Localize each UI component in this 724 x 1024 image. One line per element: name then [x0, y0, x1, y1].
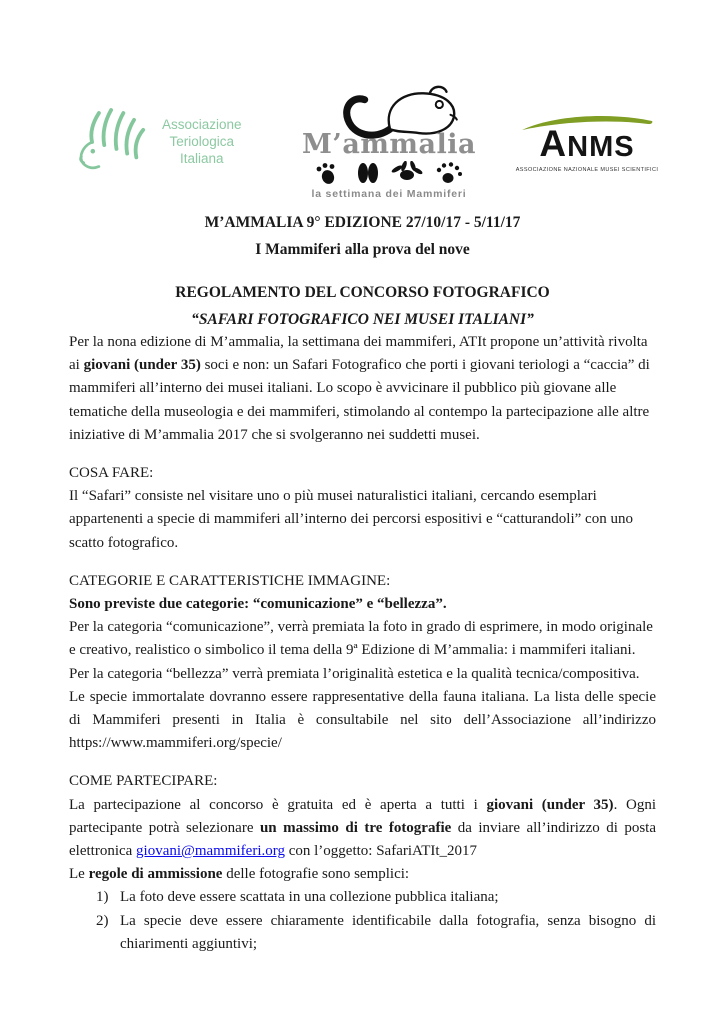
- text-segment: . Ogni partecipante potrà selezionare: [69, 796, 657, 836]
- section-heading: [69, 462, 656, 485]
- safari-title: “SAFARI FOTOGRAFICO NEI MUSEI ITALIANI”: [191, 311, 534, 328]
- text-segment: La partecipazione al concorso è gratuita ed è aperta a tutti i: [69, 796, 487, 813]
- regolamento-title: REGOLAMENTO DEL CONCORSO FOTOGRAFICO: [175, 284, 550, 301]
- header-logos: [76, 84, 662, 199]
- email-link[interactable]: giovani@mammiferi.org: [136, 843, 285, 860]
- text-segment: Per la nona edizione di M’ammalia, la settimana dei mammiferi, ATIt propone un’attività rivolta ai: [69, 334, 648, 374]
- text-segment: regole di ammissione: [88, 866, 223, 883]
- text-segment: soci e non: un Safari Fotografico che porti i giovani teriologi a “caccia” di mammiferi all’interno dei musei italiani. Lo scopo è avvicinare il pubblico più giovane alle tematiche della museologia e dei mammiferi, stimolando al contempo la partecipazione alle altre iniziative di M’ammalia 2017 che si svolgeranno nei suddetti musei.: [69, 357, 650, 443]
- logo-anms: [512, 111, 662, 173]
- paragraph: [69, 686, 656, 756]
- edition-title: M’AMMALIA 9° EDIZIONE 27/10/17 - 5/11/17: [204, 214, 521, 231]
- list-item-text: [120, 886, 656, 909]
- logo-mammalia: [294, 83, 484, 200]
- footprints-icon: [294, 161, 484, 187]
- paragraph: [69, 593, 656, 616]
- ati-text-line: Associazione: [162, 117, 242, 132]
- text-segment: La foto deve essere scattata in una collezione pubblica italiana;: [120, 889, 499, 906]
- text-segment: giovani (under 35): [83, 357, 201, 374]
- mammalia-logo-title: M’ammalia: [302, 129, 476, 160]
- ati-text-line: Teriologica: [169, 134, 235, 149]
- text-segment: Sono previste due categorie: “comunicazione” e “bellezza”.: [69, 596, 447, 613]
- text-segment: un massimo di tre fotografie: [259, 819, 452, 836]
- text-segment: CATEGORIE E CARATTERISTICHE IMMAGINE:: [69, 572, 391, 589]
- text-segment: Per la categoria “bellezza” verrà premiata l’originalità estetica e la qualità tecnica/compositiva.: [69, 665, 640, 682]
- text-segment: Le specie immortalate dovranno essere rappresentative della fauna italiana. La lista delle specie di Mammiferi presenti in Italia è consultabile nel sito dell’Associazione all’indirizzo: [69, 688, 656, 729]
- paragraph: [69, 663, 656, 686]
- anms-letter-a: A: [539, 122, 568, 164]
- text-segment: delle fotografie sono semplici:: [222, 866, 410, 883]
- text-segment: giovani (under 35): [486, 796, 614, 813]
- text-segment: La specie deve essere chiaramente identificabile dalla fotografia, senza bisogno di chiarimenti aggiuntivi;: [120, 912, 656, 952]
- edition-subtitle: I Mammiferi alla prova del nove: [255, 241, 470, 258]
- paragraph: [69, 616, 656, 662]
- text-segment: Le: [69, 866, 89, 883]
- text-segment: Il “Safari” consiste nel visitare uno o più musei naturalistici italiani, cercando esemplari appartenenti a specie di mammiferi all’interno dei percorsi espositivi e “catturandoli” con uno scatto fotografico.: [69, 488, 633, 551]
- hedgehog-icon: [76, 91, 160, 192]
- section-heading: [69, 770, 656, 793]
- paragraph: [69, 794, 656, 864]
- anms-logo-acronym: [512, 122, 662, 169]
- text-segment: https://www.mammiferi.org/specie/: [69, 735, 282, 752]
- text-segment: COME PARTECIPARE:: [69, 773, 218, 790]
- list-item-number: 1): [96, 889, 109, 906]
- paragraph: [69, 331, 656, 447]
- list-item: [69, 886, 656, 909]
- ati-logo-text: [162, 116, 242, 167]
- anms-logo-caption: ASSOCIAZIONE NAZIONALE MUSEI SCIENTIFICI: [515, 166, 659, 173]
- title-spacer: [69, 263, 656, 279]
- text-segment: Per la categoria “comunicazione”, verrà premiata la foto in grado di esprimere, in modo originale e creativo, realistico o simbolico il tema della 9ª Edizione di M’ammalia: i mammiferi italiani.: [69, 619, 653, 659]
- document-body: [69, 331, 656, 956]
- list-item-text: [120, 910, 656, 956]
- title-block: [69, 209, 656, 333]
- anms-letters-nms: NMS: [567, 130, 635, 163]
- list-item: [69, 910, 656, 956]
- paragraph: [69, 863, 656, 886]
- section-heading: [69, 570, 656, 593]
- paragraph: [69, 485, 656, 555]
- logo-ati: [76, 91, 266, 192]
- text-segment: con l’oggetto: SafariATIt_2017: [284, 843, 478, 860]
- text-segment: COSA FARE:: [69, 465, 154, 482]
- ati-text-line: Italiana: [180, 151, 224, 166]
- mammalia-logo-subtitle: la settimana dei Mammiferi: [311, 188, 467, 200]
- text-segment: da inviare all’indirizzo di posta elettronica: [69, 819, 657, 860]
- list-item-number: 2): [96, 912, 109, 929]
